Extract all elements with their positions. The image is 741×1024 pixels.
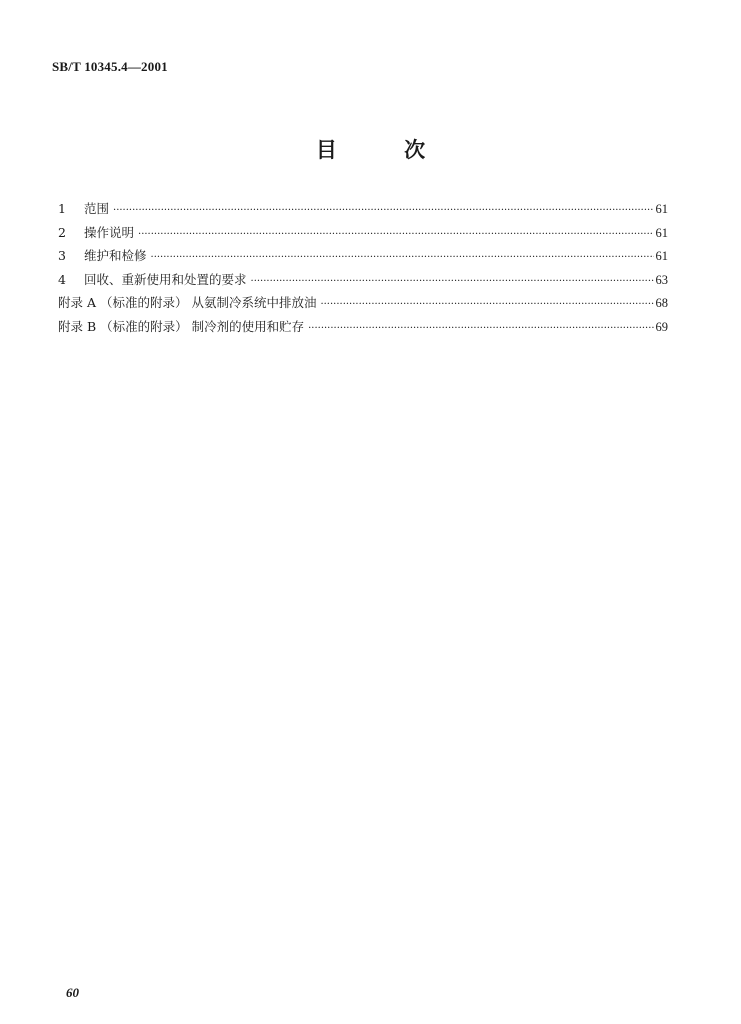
toc-entry-label: 附录 B （标准的附录） 制冷剂的使用和贮存 (58, 318, 305, 334)
toc-entry-number: 4 (58, 271, 66, 287)
toc-leader-dots (138, 223, 653, 247)
toc-entry-number: 2 (58, 224, 66, 240)
document-code: SB/T 10345.4—2001 (52, 59, 168, 74)
toc-entry-page: 69 (655, 319, 668, 334)
toc-entry-page: 61 (655, 202, 668, 216)
table-of-contents (58, 197, 668, 338)
toc-entry-maintenance[interactable] (58, 244, 668, 268)
toc-entry-page: 63 (655, 272, 668, 287)
toc-entry-label: 操作说明 (84, 224, 135, 240)
toc-entry-number: 3 (58, 248, 66, 263)
toc-leader-dots (113, 199, 653, 223)
toc-entry-appendix-a[interactable] (58, 291, 668, 315)
page-number: 60 (66, 985, 79, 1000)
toc-entry-label: 范围 (84, 201, 110, 216)
toc-entry-label: 附录 A （标准的附录） 从氨制冷系统中排放油 (58, 295, 317, 310)
toc-entry-operation[interactable] (58, 221, 668, 245)
toc-entry-appendix-b[interactable] (58, 315, 668, 339)
toc-entry-scope[interactable] (58, 197, 668, 221)
toc-leader-dots (308, 317, 653, 341)
toc-entry-page: 68 (655, 296, 668, 310)
toc-entry-recovery[interactable] (58, 268, 668, 292)
toc-entry-page: 61 (655, 249, 668, 263)
toc-leader-dots (320, 293, 653, 317)
toc-entry-label: 维护和检修 (84, 248, 147, 263)
toc-entry-page: 61 (655, 225, 668, 240)
toc-leader-dots (151, 246, 654, 270)
toc-entry-label: 回收、重新使用和处置的要求 (84, 271, 247, 287)
toc-entry-number: 1 (58, 201, 66, 216)
page-title: 目 次 (315, 138, 456, 162)
toc-leader-dots (251, 270, 654, 294)
